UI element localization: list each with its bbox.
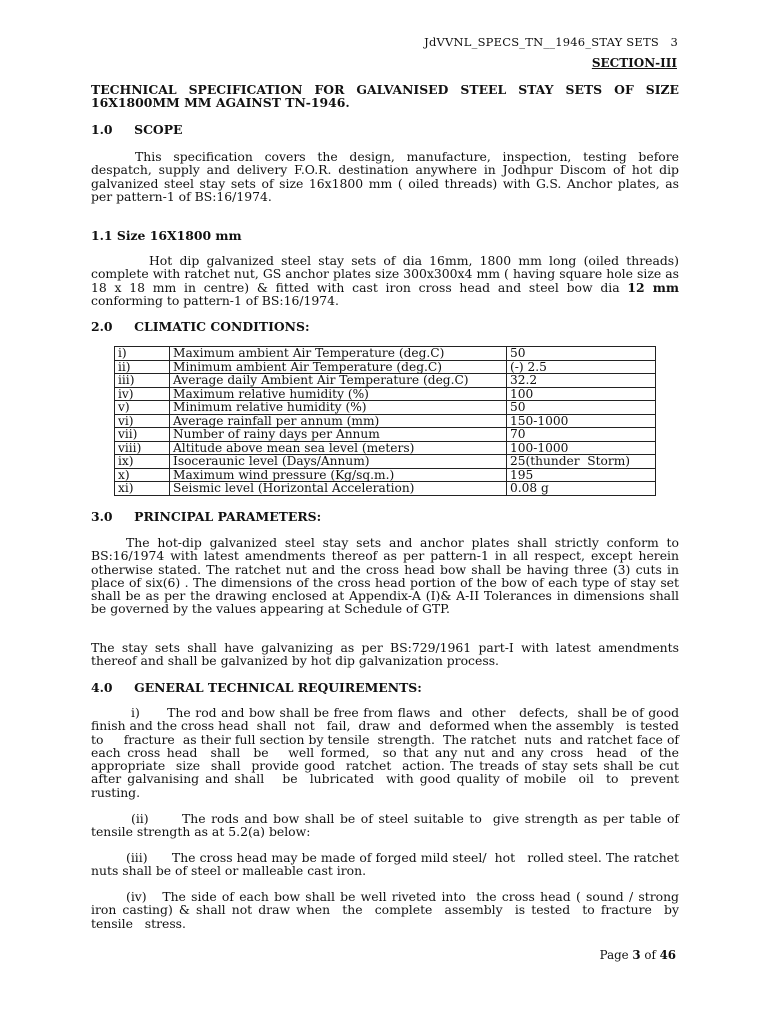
- section-label: SECTION-III: [591, 56, 677, 70]
- climatic-row-parameter: Altitude above mean sea level (meters): [170, 441, 507, 455]
- climatic-row-value: 50: [507, 401, 656, 415]
- climatic-row-parameter: Maximum wind pressure (Kg/sq.m.): [170, 468, 507, 482]
- climatic-row: [115, 468, 656, 482]
- size-text-before: Hot dip galvanized steel stay sets of dia 16mm, 1800 mm long (oiled threads) complete with ratchet nut, GS anchor plates size 300x300x4 mm ( having square hole size as 18 x 18 mm in centre) & fitted with cast iron cross head and steel bow dia: [91, 253, 679, 295]
- page-current: 3: [632, 947, 641, 962]
- climatic-row-value: 70: [507, 428, 656, 442]
- general-item-ii: (ii) The rods and bow shall be of steel suitable to give strength as per table of tensile strength as at 5.2(a) below:: [91, 811, 683, 840]
- climatic-conditions-table: [114, 346, 656, 496]
- climatic-row-parameter: Maximum ambient Air Temperature (deg.C): [170, 347, 507, 361]
- page-label: Page: [599, 947, 633, 962]
- climatic-row: [115, 374, 656, 388]
- climatic-row: [115, 441, 656, 455]
- climatic-row: [115, 414, 656, 428]
- general-item-iv: (iv) The side of each bow shall be well riveted into the cross head ( sound / strong iron casting) & shall not draw when the complete assembly is tested to fracture by tensile stress.: [91, 889, 687, 931]
- climatic-row-value: (-) 2.5: [507, 360, 656, 374]
- climatic-row-index: iii): [115, 374, 170, 388]
- page-of-label: of: [640, 947, 660, 962]
- page-total: 46: [659, 947, 676, 962]
- climatic-row-parameter: Maximum relative humidity (%): [170, 387, 507, 401]
- climatic-row-parameter: Number of rainy days per Annum: [170, 428, 507, 442]
- size-heading: 1.1 Size 16X1800 mm: [91, 228, 242, 243]
- climatic-heading: 2.0 CLIMATIC CONDITIONS:: [91, 319, 310, 334]
- climatic-row-index: iv): [115, 387, 170, 401]
- document-title: TECHNICAL SPECIFICATION FOR GALVANISED STEEL STAY SETS OF SIZE 16X1800MM MM AGAINST TN-1946.: [91, 82, 679, 111]
- page-number: [600, 949, 676, 962]
- climatic-row-value: 100: [507, 387, 656, 401]
- climatic-row: [115, 455, 656, 469]
- document-header: JdVVNL_SPECS_TN__1946_STAY SETS 3: [424, 35, 678, 49]
- size-text-bold: 12 mm: [627, 279, 680, 295]
- climatic-row-parameter: Minimum relative humidity (%): [170, 401, 507, 415]
- climatic-row-parameter: Minimum ambient Air Temperature (deg.C): [170, 360, 507, 374]
- principal-paragraph-2: The stay sets shall have galvanizing as per BS:729/1961 part-I with latest amendments thereof and shall be galvanized by hot dip galvanization process.: [91, 640, 679, 669]
- climatic-row-index: x): [115, 468, 170, 482]
- climatic-row-index: v): [115, 401, 170, 415]
- climatic-row-index: ix): [115, 455, 170, 469]
- climatic-row-parameter: Average daily Ambient Air Temperature (deg.C): [170, 374, 507, 388]
- climatic-row-parameter: Isoceraunic level (Days/Annum): [170, 455, 507, 469]
- climatic-row: [115, 482, 656, 496]
- climatic-row-index: xi): [115, 482, 170, 496]
- climatic-row-index: vii): [115, 428, 170, 442]
- climatic-row: [115, 360, 656, 374]
- climatic-row: [115, 347, 656, 361]
- climatic-row-parameter: Seismic level (Horizontal Acceleration): [170, 482, 507, 496]
- climatic-row: [115, 428, 656, 442]
- climatic-row-index: ii): [115, 360, 170, 374]
- climatic-row-value: 25(thunder Storm): [507, 455, 656, 469]
- climatic-row-parameter: Average rainfall per annum (mm): [170, 414, 507, 428]
- scope-heading: 1.0 SCOPE: [91, 122, 183, 137]
- climatic-row-value: 0.08 g: [507, 482, 656, 496]
- scope-paragraph: This specification covers the design, manufacture, inspection, testing before despatch, supply and delivery F.O.R. destination anywhere in Jodhpur Discom of hot dip galvanized steel stay sets of size 16x1800 mm ( oiled threads) with G.S. Anchor plates, as per pattern-1 of BS:16/1974.: [91, 149, 679, 204]
- climatic-row-value: 100-1000: [507, 441, 656, 455]
- climatic-row-value: 50: [507, 347, 656, 361]
- general-heading: 4.0 GENERAL TECHNICAL REQUIREMENTS:: [91, 680, 422, 695]
- size-text-after: conforming to pattern-1 of BS:16/1974.: [91, 292, 339, 308]
- climatic-row: [115, 387, 656, 401]
- climatic-row-value: 195: [507, 468, 656, 482]
- climatic-row-index: i): [115, 347, 170, 361]
- principal-paragraph-1: The hot-dip galvanized steel stay sets and anchor plates shall strictly conform to BS:16/1974 with latest amendments thereof as per pattern-1 in all respect, except herein otherwise stated. The ratchet nut and the cross head bow shall be having three (3) cuts in place of six(6) . The dimensions of the cross head portion of the bow of each type of stay set shall be as per the drawing enclosed at Appendix-A (I)& A-II Tolerances in dimensions shall be governed by the values appearing at Schedule of GTP.: [91, 535, 679, 617]
- general-item-iii: (iii) The cross head may be made of forged mild steel/ hot rolled steel. The ratchet nuts shall be of steel or malleable cast iron.: [91, 850, 683, 879]
- climatic-row: [115, 401, 656, 415]
- principal-heading: 3.0 PRINCIPAL PARAMETERS:: [91, 509, 322, 524]
- climatic-row-value: 32.2: [507, 374, 656, 388]
- size-paragraph: [91, 254, 679, 307]
- climatic-row-index: viii): [115, 441, 170, 455]
- climatic-row-index: vi): [115, 414, 170, 428]
- climatic-row-value: 150-1000: [507, 414, 656, 428]
- general-item-i: i) The rod and bow shall be free from flaws and other defects, shall be of good finish and the cross head shall not fail, draw and deformed when the assembly is tested to fracture as their full section by tensile strength. The ratchet nuts and ratchet face of each cross head shall be well formed, so that any nut and any cross head of the appropriate size shall provide good ratchet action. The treads of stay sets shall be cut after galvanising and shall be lubricated with good quality of mobile oil to prevent rusting.: [91, 705, 695, 800]
